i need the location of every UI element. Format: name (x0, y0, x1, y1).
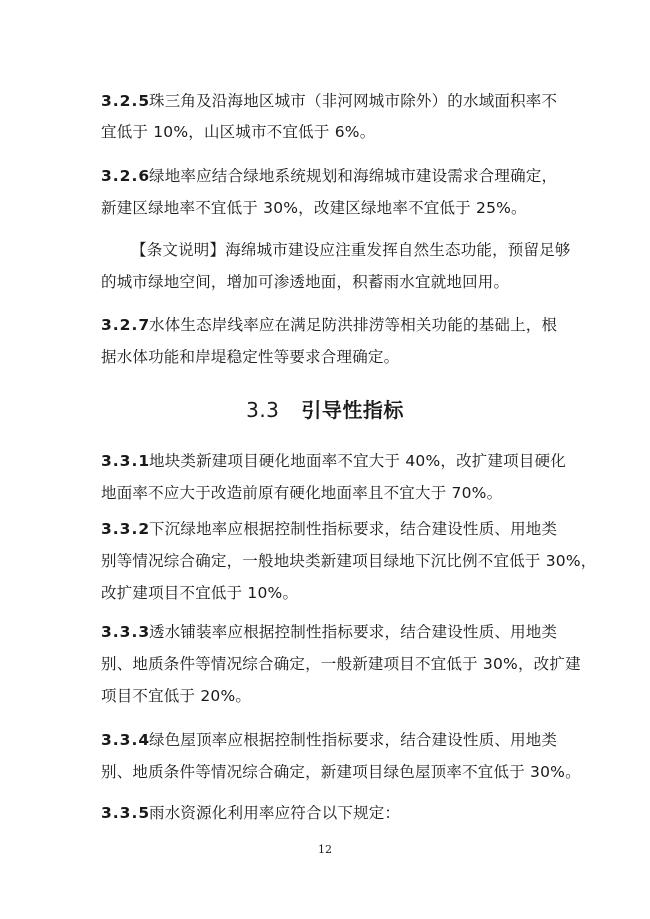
section-heading (0, 397, 650, 423)
clause-number: 3.2.5 (101, 92, 151, 110)
clause-3-2-7-line-1 (101, 315, 557, 335)
clause-text: 水体生态岸线率应在满足防洪排涝等相关功能的基础上，根 (149, 316, 558, 334)
clause-number: 3.3.2 (101, 520, 151, 538)
clause-3-3-3-line-3: 项目不宜低于 20%。 (101, 687, 252, 705)
section-number: 3.3 (246, 398, 280, 422)
clause-3-3-1-line-2: 地面率不应大于改造前原有硬化地面率且不宜大于 70%。 (101, 484, 503, 502)
clause-3-3-3-line-1 (101, 622, 557, 642)
section-title: 引导性指标 (301, 398, 404, 422)
clause-3-3-3-line-2: 别、地质条件等情况综合确定，一般新建项目不宜低于 30%，改扩建 (101, 655, 581, 673)
clause-3-2-5-line-1 (101, 91, 557, 111)
clause-text: 绿色屋顶率应根据控制性指标要求，结合建设性质、用地类 (149, 731, 558, 749)
clause-3-2-5-line-2: 宜低于 10%，山区城市不宜低于 6%。 (101, 123, 376, 141)
clause-3-3-4-line-1 (101, 730, 557, 750)
clause-3-3-2-line-1 (101, 519, 557, 539)
clause-number: 3.3.4 (101, 731, 151, 749)
clause-text: 地块类新建项目硬化地面率不宜大于 40%，改扩建项目硬化 (149, 452, 566, 470)
clause-number: 3.2.6 (101, 167, 151, 185)
clause-number: 3.3.5 (101, 804, 151, 822)
clause-3-3-1-line-1 (101, 451, 566, 471)
clause-3-2-6-line-2: 新建区绿地率不宜低于 30%，改建区绿地率不宜低于 25%。 (101, 199, 527, 217)
clause-text: 下沉绿地率应根据控制性指标要求，结合建设性质、用地类 (149, 520, 558, 538)
page-number: 12 (318, 843, 332, 856)
clause-3-3-5-line-1 (101, 803, 400, 823)
clause-text: 珠三角及沿海地区城市（非河网城市除外）的水域面积率不 (149, 92, 558, 110)
clause-number: 3.3.1 (101, 452, 151, 470)
clause-text: 透水铺装率应根据控制性指标要求，结合建设性质、用地类 (149, 623, 558, 641)
explanation-line-1: 【条文说明】海绵城市建设应注重发挥自然生态功能，预留足够 (131, 241, 571, 259)
clause-3-3-2-line-3: 改扩建项目不宜低于 10%。 (101, 584, 299, 602)
clause-3-2-6-line-1 (101, 166, 557, 186)
clause-3-3-2-line-2: 别等情况综合确定，一般地块类新建项目绿地下沉比例不宜低于 30%， (101, 552, 597, 570)
clause-text: 绿地率应结合绿地系统规划和海绵城市建设需求合理确定， (149, 167, 558, 185)
clause-3-2-7-line-2: 据水体功能和岸堤稳定性等要求合理确定。 (101, 348, 400, 366)
explanation-line-2: 的城市绿地空间，增加可渗透地面，积蓄雨水宜就地回用。 (101, 273, 510, 291)
clause-number: 3.2.7 (101, 316, 151, 334)
clause-text: 雨水资源化利用率应符合以下规定： (149, 804, 401, 822)
clause-3-3-4-line-2: 别、地质条件等情况综合确定，新建项目绿色屋顶率不宜低于 30%。 (101, 763, 581, 781)
clause-number: 3.3.3 (101, 623, 151, 641)
